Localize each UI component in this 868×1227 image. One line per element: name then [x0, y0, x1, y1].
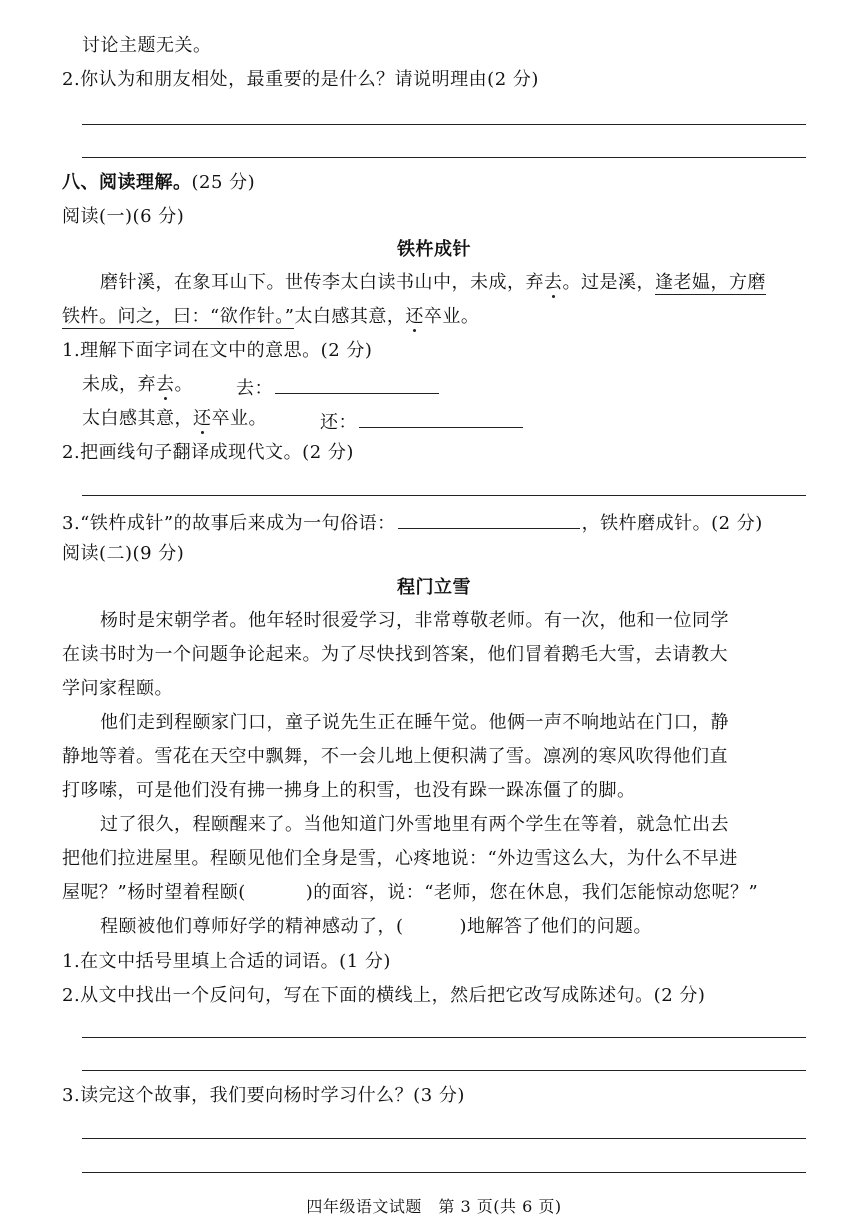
reading-1-question-1: 1.理解下面字词在文中的意思。(2 分) [62, 340, 373, 361]
reading-2-question-2: 2.从文中找出一个反问句，写在下面的横线上，然后把它改写成陈述句。(2 分) [62, 985, 706, 1006]
reading-2-text-line [62, 881, 758, 905]
prev-question-continuation: 讨论主题无关。 [82, 35, 212, 56]
reading-1-paragraph-line-1 [100, 271, 766, 295]
reading-2-title: 程门立雪 [397, 577, 471, 598]
word-item-1 [82, 373, 193, 397]
answer-line[interactable] [82, 495, 806, 496]
text-span: 未成，弃 [82, 374, 156, 395]
reading-2-label: 阅读(二)(9 分) [62, 543, 185, 564]
reading-1-paragraph-line-2 [62, 305, 479, 329]
section-8-title: 八、阅读理解。 [62, 172, 192, 193]
question-2-friendship: 2.你认为和朋友相处，最重要的是什么？请说明理由(2 分) [62, 69, 539, 90]
answer-line[interactable] [82, 1138, 806, 1139]
fill-blank[interactable] [275, 373, 439, 394]
emphasis-dot-word: 去 [544, 272, 563, 293]
reading-2-text-line: 学问家程颐。 [62, 678, 173, 699]
text-span: 。 [174, 374, 193, 395]
reading-1-title: 铁杵成针 [397, 239, 471, 260]
reading-1-question-3 [62, 508, 763, 536]
text-span: 屋呢？”杨时望着程颐( [62, 882, 246, 903]
reading-2-text-line: 过了很久，程颐醒来了。当他知道门外雪地里有两个学生在等着，就急忙出去 [100, 814, 729, 835]
reading-2-text-line: 他们走到程颐家门口，童子说先生正在睡午觉。他俩一声不响地站在门口，静 [100, 712, 729, 733]
text-span: 太白感其意， [82, 408, 193, 429]
text-span: 卒业。 [423, 306, 480, 327]
word-item-1-answer [236, 373, 441, 401]
answer-line[interactable] [82, 1037, 806, 1038]
word-item-2 [82, 407, 267, 431]
answer-line[interactable] [82, 157, 806, 158]
reading-2-text-line: 静地等着。雪花在天空中飘舞，不一会儿地上便积满了雪。凛冽的寒风吹得他们直 [62, 746, 728, 767]
reading-1-question-2: 2.把画线句子翻译成现代文。(2 分) [62, 442, 354, 463]
answer-line[interactable] [82, 1172, 806, 1173]
text-span: )的面容，说：“老师，您在休息，我们怎能惊动您呢？” [305, 882, 759, 903]
reading-2-question-3: 3.读完这个故事，我们要向杨时学习什么？(3 分) [62, 1085, 465, 1106]
reading-2-text-line: 打哆嗦，可是他们没有拂一拂身上的积雪，也没有跺一跺冻僵了的脚。 [62, 780, 636, 801]
answer-line[interactable] [82, 124, 806, 125]
answer-line[interactable] [82, 1070, 806, 1071]
text-span: 。过是溪， [562, 272, 655, 293]
fill-blank[interactable] [359, 407, 523, 428]
fill-blank[interactable] [398, 508, 580, 529]
text-span: ，铁杵磨成针。(2 分) [581, 513, 763, 534]
reading-2-question-1: 1.在文中括号里填上合适的词语。(1 分) [62, 951, 391, 972]
reading-2-text-line: 杨时是宋朝学者。他年轻时很爱学习，非常尊敬老师。有一次，他和一位同学 [100, 610, 729, 631]
text-span: 太白感其意， [294, 306, 406, 327]
answer-label: 还： [320, 412, 357, 433]
reading-2-text-line: 把他们拉进屋里。程颐见他们全身是雪，心疼地说：“外边雪这么大，为什么不早进 [62, 848, 738, 869]
section-8-heading [62, 171, 255, 195]
emphasis-dot-word: 还 [405, 306, 424, 327]
word-item-2-answer [320, 407, 525, 435]
section-8-score: (25 分) [191, 172, 256, 193]
reading-1-label: 阅读(一)(6 分) [62, 206, 185, 227]
text-span: )地解答了他们的问题。 [459, 916, 653, 937]
text-span: 程颐被他们尊师好学的精神感动了，( [100, 916, 404, 937]
underlined-sentence: 逢老媪，方磨 [655, 272, 766, 293]
underlined-sentence: 铁杵。问之，曰：“欲作针。” [62, 306, 295, 327]
text-span: 磨针溪，在象耳山下。世传李太白读书山中，未成，弃 [100, 272, 544, 293]
reading-2-text-line: 在读书时为一个问题争论起来。为了尽快找到答案，他们冒着鹅毛大雪，去请教大 [62, 644, 728, 665]
emphasis-dot-word: 去 [156, 374, 175, 395]
text-span: 卒业。 [211, 408, 267, 429]
text-span: 3.“铁杵成针”的故事后来成为一句俗语： [62, 513, 396, 534]
emphasis-dot-word: 还 [193, 408, 212, 429]
reading-2-text-line [100, 915, 652, 939]
answer-label: 去： [236, 378, 273, 399]
page-footer: 四年级语文试题 第 3 页(共 6 页) [306, 1197, 562, 1216]
